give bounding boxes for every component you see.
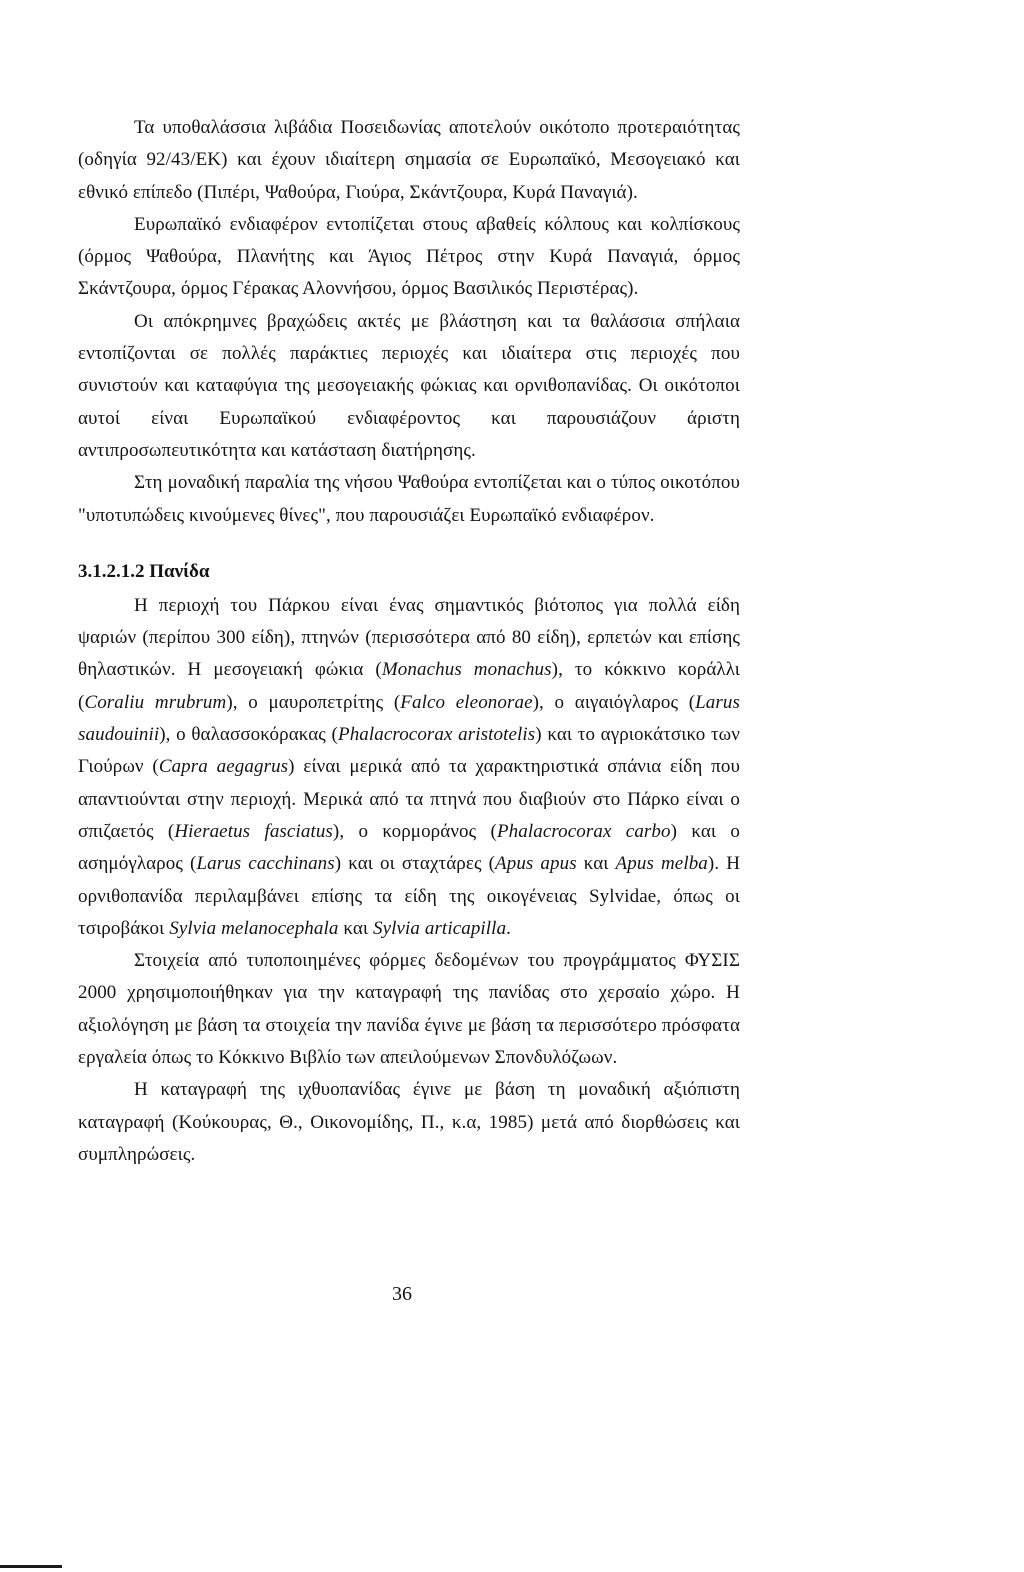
paragraph-rocky-coasts: Οι απόκρημνες βραχώδεις ακτές με βλάστηση και τα θαλάσσια σπήλαια εντοπίζονται σε πολλές παράκτιες περιοχές και ιδιαίτερα στις περιοχές που συνιστούν και καταφύγια της μεσογειακής φώκιας και ορνιθοπανίδας. Οι οικότοποι αυτοί είναι Ευρωπαϊκού ενδιαφέροντος και παρουσιάζουν άριστη αντιπροσωπευτικότητα και κατάσταση διατήρησης. [78, 310, 740, 461]
species-name: Phalacrocorax carbo [496, 820, 671, 842]
paragraph-physis-data: Στοιχεία από τυποποιημένες φόρμες δεδομένων του προγράμματος ΦΥΣΙΣ 2000 χρησιμοποιήθηκαν για την καταγραφή της πανίδας στο χερσαίο χώρο. Η αξιολόγηση με βάση τα στοιχεία την πανίδα έγινε με βάση τα περισσότερο πρόσφατα εργαλεία όπως το Κόκκινο Βιβλίο των απειλούμενων Σπονδυλόζωων. [78, 950, 740, 1069]
text-run: ), ο κορμοράνος ( [332, 820, 497, 842]
text-run: . [506, 917, 512, 939]
text-run: ). Η ορνιθοπανίδα περιλαμβάνει επίσης τα είδη της οικογένειας Sylvidae, όπως οι τσιροβάκοι [78, 853, 741, 939]
text-run: ) είναι μερικά από τα χαρακτηριστικά σπάνια είδη που απαντιούνται στην περιοχή. Μερικά από τα πτηνά που διαβιούν στο Πάρκο είναι ο σπιζαετός ( [78, 756, 740, 842]
species-name: Monachus monachus [381, 659, 552, 681]
text-run: ), ο αιγαιόγλαρος ( [532, 691, 696, 713]
page-number: 36 [392, 1283, 412, 1305]
section-heading-fauna: 3.1.2.1.2 Πανίδα [78, 560, 210, 582]
text-run: Η περιοχή του Πάρκου είναι ένας σημαντικός βιότοπος για πολλά είδη ψαριών (περίπου 300 είδη), πτηνών (περισσότερα από 80 είδη), ερπετών και επίσης θηλαστικών. Η μεσογειακή φώκια ( [78, 594, 740, 681]
text-run: ) και το αγριοκάτσικο των Γιούρων ( [78, 724, 740, 778]
text-run: ), ο μαυροπετρίτης ( [226, 691, 401, 713]
species-name: Hieraetus fasciatus [174, 820, 333, 842]
paragraph-ichthyofauna: Η καταγραφή της ιχθυοπανίδας έγινε με βάση τη μοναδική αξιόπιστη καταγραφή (Κούκουρας, Θ., Οικονομίδης, Π., κ.α, 1985) μετά από διορθώσεις και συμπληρώσεις. [78, 1079, 740, 1165]
species-name: Apus melba [615, 853, 708, 875]
footer-divider [0, 1565, 62, 1568]
text-run: και [576, 853, 616, 875]
paragraph-posidonia: Τα υποθαλάσσια λιβάδια Ποσειδωνίας αποτελούν οικότοπο προτεραιότητας (οδηγία 92/43/ΕΚ) και έχουν ιδιαίτερη σημασία σε Ευρωπαϊκό, Μεσογειακό και εθνικό επίπεδο (Πιπέρι, Ψαθούρα, Γιούρα, Σκάντζουρα, Κυρά Παναγιά). [78, 117, 740, 203]
species-name: Sylvia melanocephala [169, 917, 339, 939]
text-run: και [338, 917, 373, 939]
species-name: Apus apus [495, 853, 577, 875]
species-name: Phalacrocorax aristotelis [337, 724, 536, 746]
species-name: Larus cacchinans [196, 853, 335, 875]
species-name: Sylvia articapilla [372, 917, 507, 939]
species-name: Capra aegagrus [158, 756, 289, 778]
text-run: ), το κόκκινο κοράλλι ( [78, 659, 741, 713]
text-run: ) και οι σταχτάρες ( [334, 853, 496, 875]
text-run: ), ο θαλασσοκόρακας ( [159, 724, 338, 746]
paragraph-european-interest: Ευρωπαϊκό ενδιαφέρον εντοπίζεται στους αβαθείς κόλπους και κολπίσκους (όρμος Ψαθούρα, Πλανήτης και Άγιος Πέτρος στην Κυρά Παναγιά, όρμος Σκάντζουρα, όρμος Γέρακας Αλοννήσου, όρμος Βασιλικός Περιστέρας). [78, 213, 740, 300]
paragraph-fauna-species [78, 590, 740, 945]
paragraph-dunes: Στη μοναδική παραλία της νήσου Ψαθούρα εντοπίζεται και ο τύπος οικοτόπου "υποτυπώδεις κινούμενες θίνες", που παρουσιάζει Ευρωπαϊκό ενδιαφέρον. [78, 472, 740, 526]
species-name: Falco eleonorae [400, 691, 533, 713]
species-name: Larus saudouinii [78, 691, 740, 746]
species-name: Coraliu mrubrum [84, 691, 227, 713]
document-body [78, 112, 740, 1171]
text-run: ) και ο ασημόγλαρος ( [78, 820, 741, 875]
